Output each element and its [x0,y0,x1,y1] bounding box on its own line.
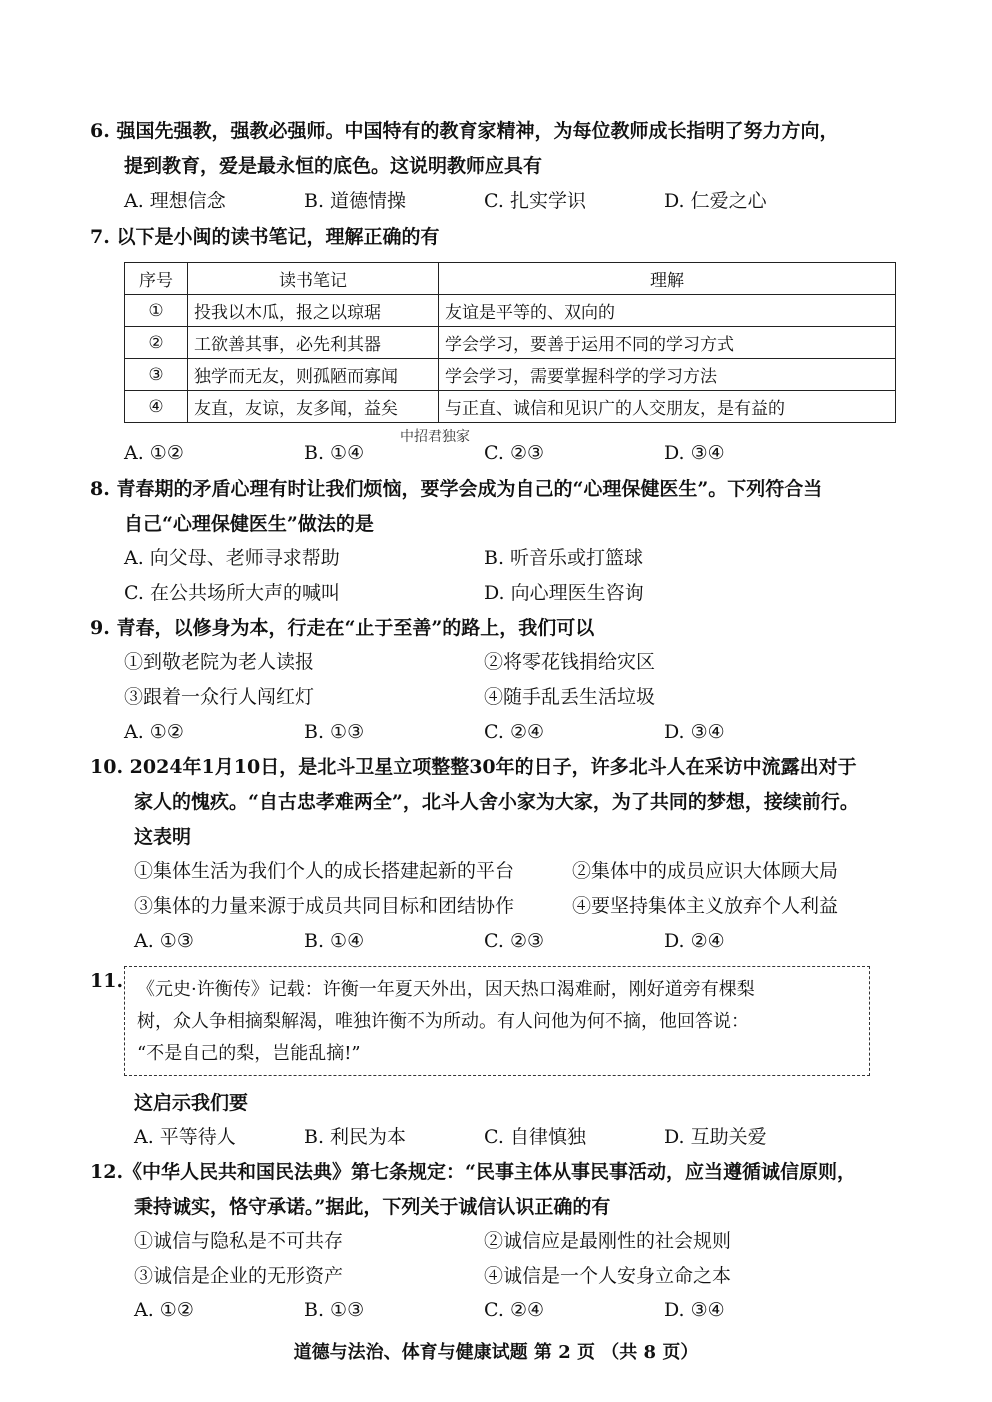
question-8-line-2: 自己“心理保健医生”做法的是 [124,513,374,535]
table-row [125,391,896,423]
q8-option-c: C. 在公共场所大声的喊叫 [124,582,340,604]
table-header-row [125,263,896,295]
q6-option-d: D. 仁爱之心 [664,190,767,212]
material-line-1: 《元史·许衡传》记载：许衡一年夏天外出，因天热口渴难耐，刚好道旁有棵梨 [137,979,755,1000]
row-understanding: 友谊是平等的、双向的 [439,295,896,327]
question-7-stem: 7. 以下是小闽的读书笔记，理解正确的有 [90,226,440,248]
q12-item-1: ①诚信与隐私是不可共存 [134,1230,344,1252]
q7-option-c: C. ②③ [484,442,545,464]
row-number: ① [125,295,188,327]
row-number: ③ [125,359,188,391]
question-12-line-1: 12.《中华人民共和国民法典》第七条规定：“民事主体从事民事活动，应当遵循诚信原则， [90,1161,856,1183]
q10-option-c: C. ②③ [484,930,545,952]
q11-option-c: C. 自律慎独 [484,1126,586,1148]
table-row [125,327,896,359]
q12-item-4: ④诚信是一个人安身立命之本 [484,1265,732,1287]
q9-option-d: D. ③④ [664,721,725,743]
row-note: 友直，友谅，友多闻，益矣 [188,391,439,423]
header-notes: 读书笔记 [188,263,439,295]
q7-option-a: A. ①② [124,442,184,464]
q11-option-b: B. 利民为本 [304,1126,407,1148]
question-6-line-2: 提到教育，爱是最永恒的底色。这说明教师应具有 [124,155,543,177]
question-6-line-1: 6. 强国先强教，强教必强师。中国特有的教育家精神，为每位教师成长指明了努力方向， [90,120,839,142]
q12-option-d: D. ③④ [664,1299,725,1321]
q12-item-3: ③诚信是企业的无形资产 [134,1265,344,1287]
q10-item-3: ③集体的力量来源于成员共同目标和团结协作 [134,895,515,917]
q10-item-2: ②集体中的成员应识大体顾大局 [572,860,839,882]
q6-option-a: A. 理想信念 [124,190,226,212]
q9-option-a: A. ①② [124,721,184,743]
q9-item-2: ②将零花钱捐给灾区 [484,651,656,673]
question-11-stem: 这启示我们要 [134,1092,249,1114]
question-12-line-2: 秉持诚实，恪守承诺。”据此，下列关于诚信认识正确的有 [134,1196,611,1218]
row-understanding: 与正直、诚信和见识广的人交朋友，是有益的 [439,391,896,423]
row-number: ② [125,327,188,359]
q12-item-2: ②诚信应是最刚性的社会规则 [484,1230,732,1252]
question-8-line-1: 8. 青春期的矛盾心理有时让我们烦恼，要学会成为自己的“心理保健医生”。下列符合当 [90,478,823,500]
page-footer: 道德与法治、体育与健康试题 第 2 页 （共 8 页） [293,1342,699,1363]
q12-option-a: A. ①② [134,1299,194,1321]
q6-option-b: B. 道德情操 [304,190,407,212]
row-understanding: 学会学习，需要掌握科学的学习方法 [439,359,896,391]
question-10-line-3: 这表明 [134,826,192,848]
q10-option-b: B. ①④ [304,930,365,952]
q8-option-a: A. 向父母、老师寻求帮助 [124,547,340,569]
q10-item-1: ①集体生活为我们个人的成长搭建起新的平台 [134,860,515,882]
row-note: 投我以木瓜，报之以琼琚 [188,295,439,327]
q7-option-b: B. ①④ [304,442,365,464]
q11-option-a: A. 平等待人 [134,1126,236,1148]
question-9-stem: 9. 青春，以修身为本，行走在“止于至善”的路上，我们可以 [90,617,595,639]
reading-notes-table [124,262,896,423]
q11-option-d: D. 互助关爱 [664,1126,767,1148]
question-11-number: 11. [90,970,124,992]
q8-option-b: B. 听音乐或打篮球 [484,547,644,569]
table-row [125,359,896,391]
material-line-3: “不是自己的梨，岂能乱摘!” [137,1043,361,1064]
material-box [124,966,870,1076]
q9-item-3: ③跟着一众行人闯红灯 [124,686,315,708]
q7-option-d: D. ③④ [664,442,725,464]
q6-option-c: C. 扎实学识 [484,190,586,212]
material-line-2: 树，众人争相摘梨解渴，唯独许衡不为所动。有人问他为何不摘，他回答说： [137,1011,749,1032]
q8-option-d: D. 向心理医生咨询 [484,582,644,604]
watermark-text: 中招君独家 [400,429,470,445]
q12-option-b: B. ①③ [304,1299,365,1321]
row-note: 工欲善其事，必先利其器 [188,327,439,359]
q10-option-d: D. ②④ [664,930,725,952]
question-10-line-1: 10. 2024年1月10日，是北斗卫星立项整整30年的日子，许多北斗人在采访中流露出对于 [90,756,857,778]
question-10-line-2: 家人的愧疚。“自古忠孝难两全”，北斗人舍小家为大家，为了共同的梦想，接续前行。 [134,791,859,813]
table-row [125,295,896,327]
header-number: 序号 [125,263,188,295]
row-number: ④ [125,391,188,423]
q9-item-4: ④随手乱丢生活垃圾 [484,686,656,708]
q9-option-c: C. ②④ [484,721,545,743]
q10-item-4: ④要坚持集体主义放弃个人利益 [572,895,839,917]
q9-item-1: ①到敬老院为老人读报 [124,651,315,673]
q12-option-c: C. ②④ [484,1299,545,1321]
q9-option-b: B. ①③ [304,721,365,743]
header-understanding: 理解 [439,263,896,295]
row-understanding: 学会学习，要善于运用不同的学习方式 [439,327,896,359]
row-note: 独学而无友，则孤陋而寡闻 [188,359,439,391]
q10-option-a: A. ①③ [134,930,194,952]
